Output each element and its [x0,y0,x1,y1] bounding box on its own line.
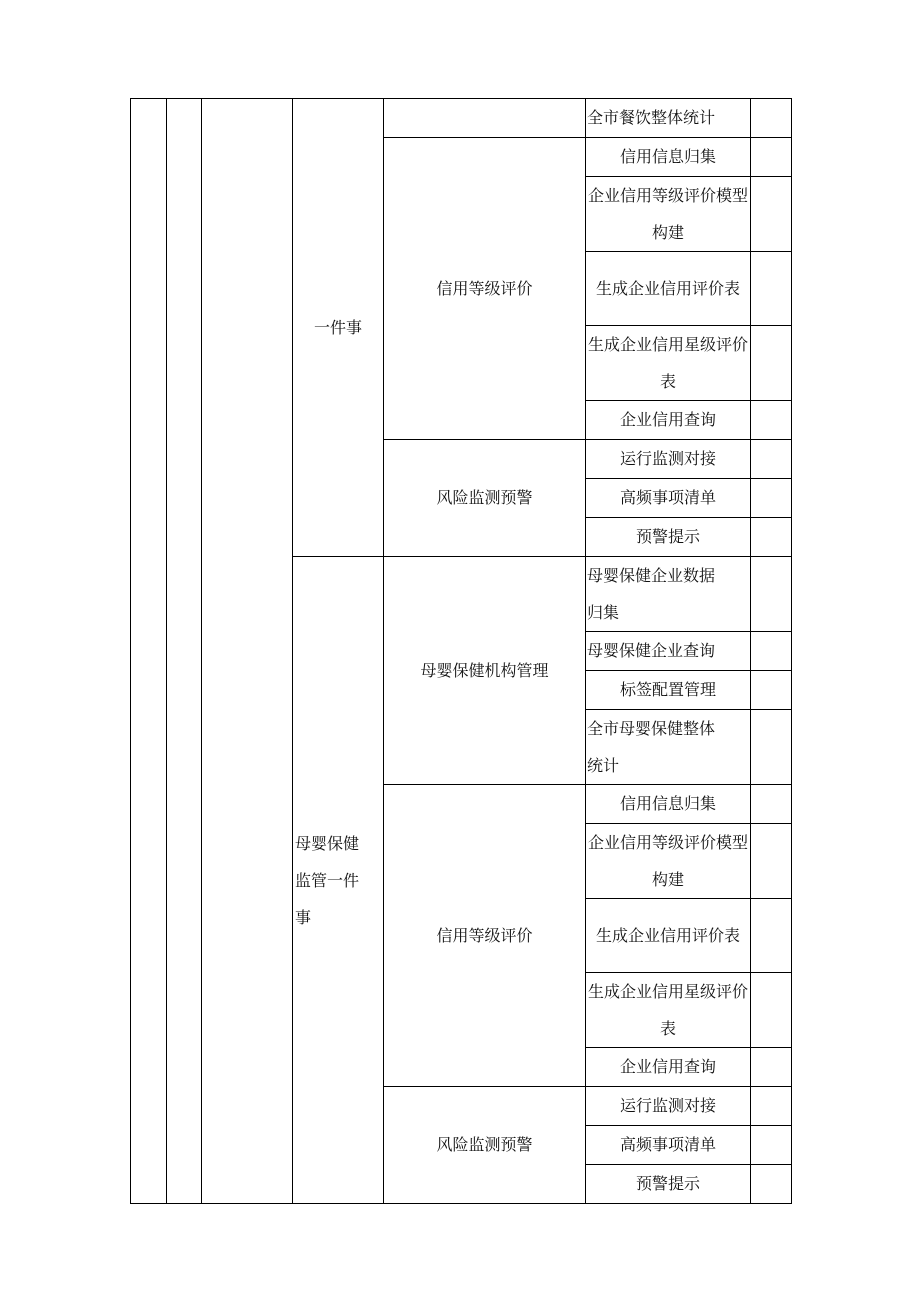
module-label: 风险监测预警 [436,1135,533,1154]
item-label: 企业信用等级评价模型构建 [588,186,749,242]
function-spec-table [130,98,792,1204]
item-label: 母婴保健企业数据归集 [587,566,716,622]
item-cell [586,1087,751,1126]
module-label: 母婴保健机构管理 [420,660,549,680]
blank-cell-last [751,1165,792,1204]
blank-cell-last [751,824,792,899]
item-cell [586,824,751,899]
item-label: 企业信用查询 [619,410,716,429]
blank-cell-last [751,440,792,479]
item-label: 信用信息归集 [619,794,716,813]
group-cell-block2 [293,557,384,1204]
item-cell [586,252,751,326]
item-label: 高频事项清单 [619,1135,716,1154]
module-label: 信用等级评价 [436,278,533,298]
item-cell [586,177,751,252]
blank-cell-last [751,1087,792,1126]
module-label: 风险监测预警 [436,488,533,507]
blank-cell-last [751,479,792,518]
module-cell [384,138,586,440]
item-label: 信用信息归集 [619,147,716,166]
table-row [131,99,792,138]
item-label: 生成企业信用星级评价表 [588,982,749,1038]
blank-cell-last [751,899,792,973]
item-cell [586,632,751,671]
item-cell [586,1048,751,1087]
item-cell [586,138,751,177]
item-cell [586,518,751,557]
item-label: 标签配置管理 [619,680,716,699]
item-label: 运行监测对接 [619,449,716,468]
blank-cell-last [751,326,792,401]
blank-cell-col1 [131,99,167,1204]
item-label: 生成企业信用星级评价表 [588,335,749,391]
blank-cell-col3 [202,99,293,1204]
item-label: 预警提示 [635,1174,700,1193]
module-cell [384,1087,586,1204]
blank-cell-last [751,401,792,440]
blank-cell-last [751,138,792,177]
item-cell [586,479,751,518]
group-cell-block1 [293,99,384,557]
item-cell [586,401,751,440]
blank-cell-last [751,1126,792,1165]
blank-cell-last [751,99,792,138]
item-cell [586,671,751,710]
blank-cell-last [751,973,792,1048]
blank-cell-last [751,1048,792,1087]
blank-cell-last [751,177,792,252]
item-cell [586,899,751,973]
blank-cell-last [751,710,792,785]
group-label: 一件事 [313,318,362,337]
blank-cell-last [751,252,792,326]
item-cell [586,973,751,1048]
item-cell [586,785,751,824]
module-cell-empty [384,99,586,138]
item-label: 预警提示 [635,527,700,546]
item-label: 高频事项清单 [619,488,716,507]
module-label: 信用等级评价 [436,925,533,945]
blank-cell-last [751,671,792,710]
blank-cell-last [751,518,792,557]
item-cell [586,557,751,632]
item-label: 运行监测对接 [619,1096,716,1115]
item-label: 生成企业信用评价表 [595,278,740,298]
blank-cell-last [751,557,792,632]
blank-cell-last [751,785,792,824]
item-cell [586,99,751,138]
item-label: 全市餐饮整体统计 [587,108,716,127]
module-cell [384,440,586,557]
item-cell [586,1126,751,1165]
item-label: 母婴保健企业查询 [587,641,716,660]
item-label: 企业信用查询 [619,1057,716,1076]
item-label: 生成企业信用评价表 [595,925,740,945]
item-cell [586,326,751,401]
module-cell [384,785,586,1087]
item-cell [586,1165,751,1204]
item-label: 全市母婴保健整体统计 [587,719,716,775]
item-cell [586,710,751,785]
module-cell [384,557,586,785]
item-label: 企业信用等级评价模型构建 [588,833,749,889]
item-cell [586,440,751,479]
blank-cell-col2 [167,99,202,1204]
group-label: 母婴保健监管一件事 [295,833,360,927]
blank-cell-last [751,632,792,671]
